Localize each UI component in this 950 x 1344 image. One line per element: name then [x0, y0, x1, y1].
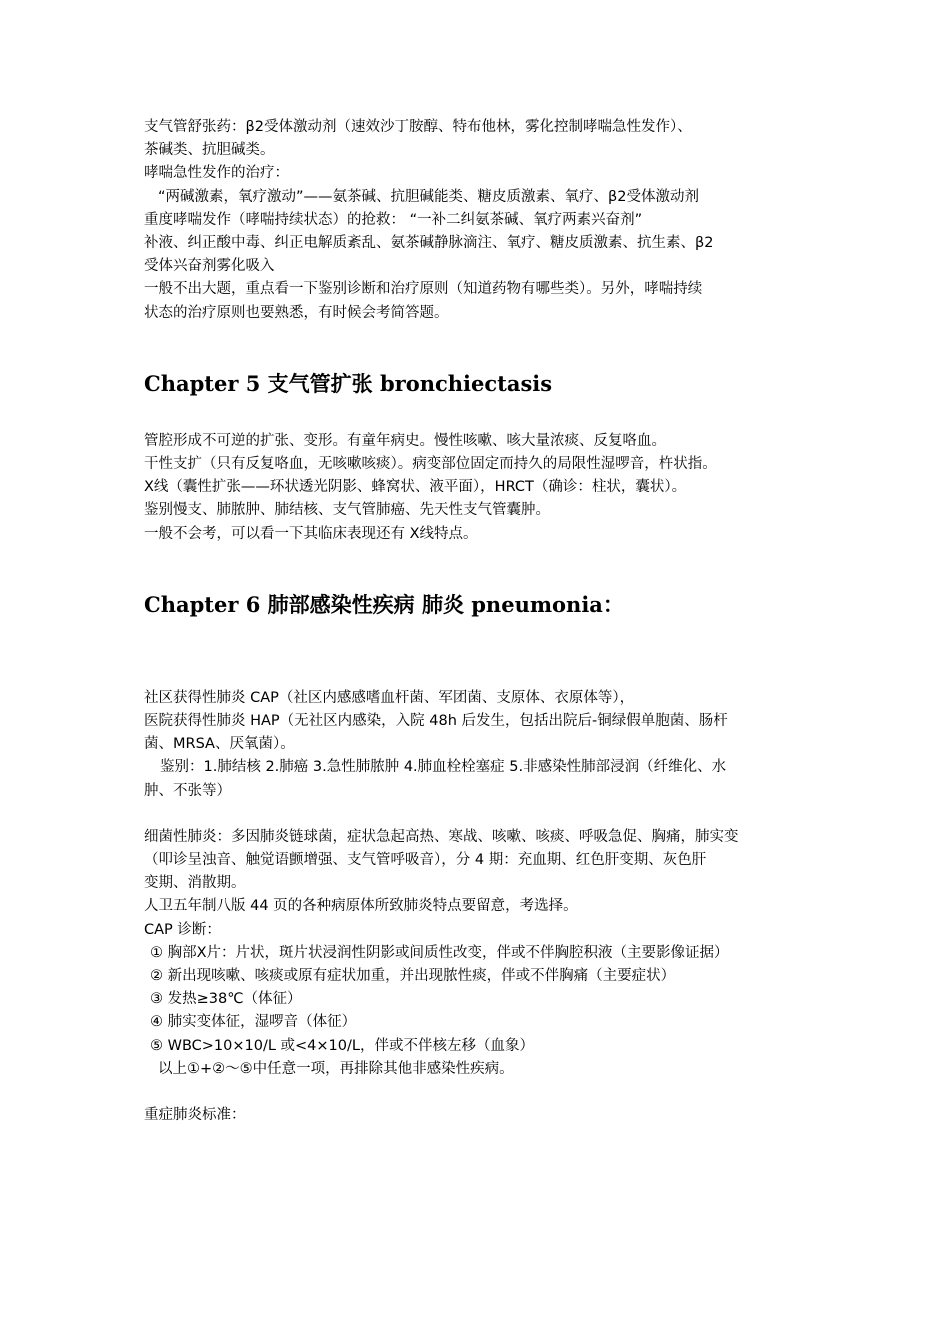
spacer — [144, 1081, 834, 1104]
list-item: ⑤ WBC>10×10/L 或<4×10/L，伴或不伴核左移（血象） — [150, 1037, 534, 1054]
text-line: 状态的治疗原则也要熟悉，有时候会考简答题。 — [144, 304, 449, 321]
text-line: （叩诊呈浊音、触觉语颤增强、支气管呼吸音），分 4 期：充血期、红色肝变期、灰色肝 — [144, 852, 707, 869]
text-line: 一般不出大题，重点看一下鉴别诊断和治疗原则（知道药物有哪些类）。另外，哮喘持续 — [144, 281, 703, 298]
differential-line: 鉴别：1.肺结核 2.肺癌 3.急性肺脓肿 4.肺血栓栓塞症 5.非感染性肺部浸润（纤维化、水 — [160, 759, 727, 776]
text-line: 重度哮喘发作（哮喘持续状态）的抢救： “一补二纠氨茶碱、氧疗两素兴奋剂” — [144, 211, 643, 228]
text-line: 干性支扩（只有反复咯血，无咳嗽咳痰）。病变部位固定而持久的局限性湿啰音，杵状指。 — [144, 456, 717, 473]
text-line: 受体兴奋剂雾化吸入 — [144, 258, 275, 275]
text-line: 一般不会考，可以看一下其临床表现还有 X线特点。 — [144, 525, 478, 542]
chapter6-heading: Chapter 6 肺部感染性疾病 肺炎 pneumonia： — [144, 591, 624, 617]
document-page — [144, 116, 834, 1127]
text-line: 鉴别慢支、肺脓肿、肺结核、支气管肺癌、先天性支气管囊肿。 — [144, 502, 550, 519]
text-line: 茶碱类、抗胆碱类。 — [144, 142, 275, 159]
cap-summary: 以上①+②～⑤中任意一项，再排除其他非感染性疾病。 — [158, 1060, 514, 1077]
text-line: 支气管舒张药：β2受体激动剂（速效沙丁胺醇、特布他林，雾化控制哮喘急性发作）、 — [144, 119, 692, 135]
cap-criteria-list — [144, 942, 834, 1058]
severe-pneumonia-title: 重症肺炎标准： — [144, 1107, 246, 1124]
list-item: ④ 肺实变体征，湿啰音（体征） — [150, 1014, 357, 1031]
text-line: 人卫五年制八版 44 页的各种病原体所致肺炎特点要留意，考选择。 — [144, 898, 578, 915]
text-line: CAP 诊断： — [144, 921, 221, 938]
spacer — [144, 619, 834, 687]
list-item: ② 新出现咳嗽、咳痰或原有症状加重，并出现脓性痰，伴或不伴胸痛（主要症状） — [150, 968, 676, 985]
text-line: X线（囊性扩张——环状透光阴影、蜂窝状、液平面），HRCT（确诊：柱状，囊状）。 — [144, 479, 687, 496]
chapter6-body — [144, 687, 834, 1127]
spacer — [144, 398, 834, 430]
text-line: 社区获得性肺炎 CAP（社区内感感嗜血杆菌、军团菌、支原体、衣原体等）， — [144, 689, 635, 706]
text-line: 细菌性肺炎：多因肺炎链球菌，症状急起高热、寒战、咳嗽、咳痰、呼吸急促、胸痛，肺实变 — [144, 828, 739, 845]
spacer — [144, 325, 834, 370]
text-line: 变期、消散期。 — [144, 875, 246, 892]
text-line: “两碱激素，氧疗激动”——氨茶碱、抗胆碱能类、糖皮质激素、氧疗、β2受体激动剂 — [158, 188, 699, 205]
spacer — [144, 803, 834, 826]
text-line: 哮喘急性发作的治疗： — [144, 165, 289, 182]
text-line: 菌、MRSA、厌氧菌）。 — [144, 736, 295, 753]
differential-line: 肿、不张等） — [144, 782, 231, 799]
chapter5-body — [144, 430, 834, 546]
text-line: 医院获得性肺炎 HAP（无社区内感染，入院 48h 后发生，包括出院后-铜绿假单胞菌、肠杆 — [144, 713, 728, 730]
list-item: ③ 发热≥38℃（体征） — [150, 991, 302, 1008]
text-line: 管腔形成不可逆的扩张、变形。有童年病史。慢性咳嗽、咳大量浓痰、反复咯血。 — [144, 432, 666, 449]
asthma-section — [144, 116, 834, 325]
text-line: 补液、纠正酸中毒、纠正电解质紊乱、氨茶碱静脉滴注、氧疗、糖皮质激素、抗生素、β2 — [144, 235, 714, 252]
spacer — [144, 546, 834, 591]
chapter5-heading: Chapter 5 支气管扩张 bronchiectasis — [144, 370, 553, 396]
list-item: ① 胸部X片：片状，斑片状浸润性阴影或间质性改变，伴或不伴胸腔积液（主要影像证据） — [150, 944, 729, 961]
